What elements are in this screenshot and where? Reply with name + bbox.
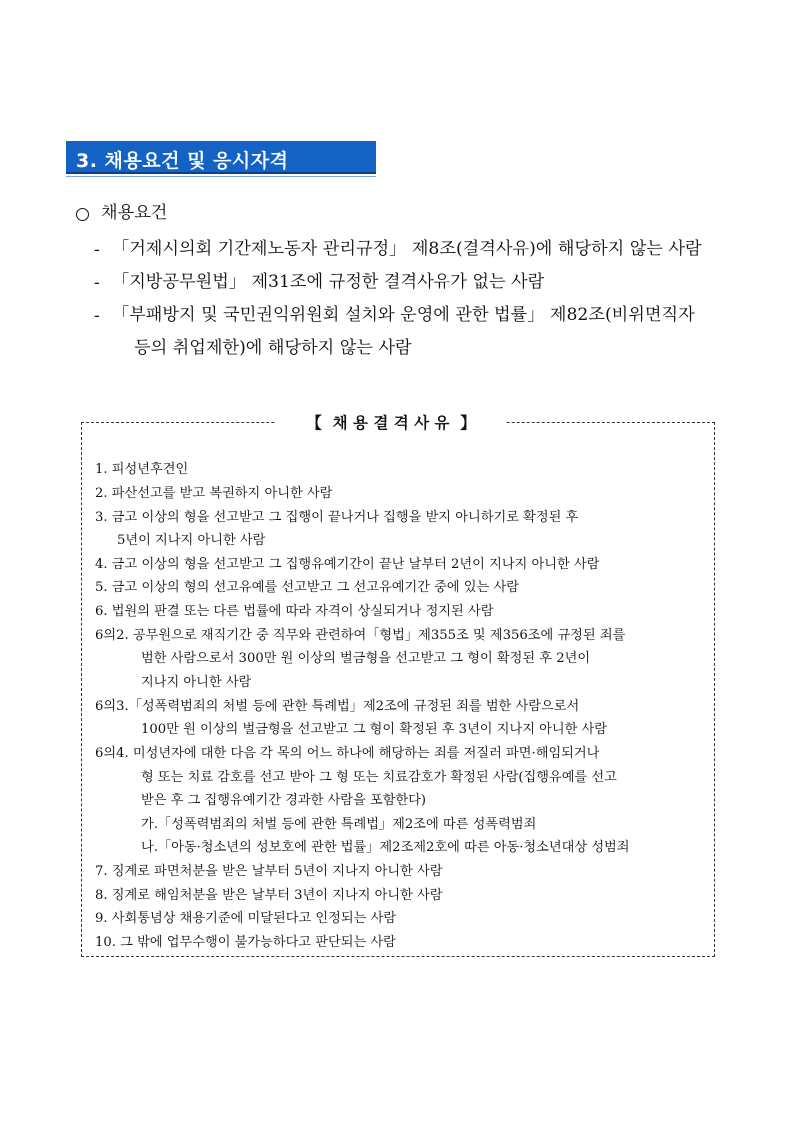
requirement-item: 「지방공무원법」 제31조에 규정한 결격사유가 없는 사람: [112, 272, 545, 292]
disqualification-line: 7. 징계로 파면처분을 받은 날부터 5년이 지나지 아니한 사람: [95, 864, 443, 879]
disqualification-line: 3. 금고 이상의 형을 선고받고 그 집행이 끝나거나 집행을 받지 아니하기로 확정된 후: [95, 510, 579, 525]
disqualification-line: 6의4. 미성년자에 대한 다음 각 목의 어느 하나에 해당하는 죄를 저질러 파면·해임되거나: [95, 746, 600, 761]
disqualification-line: 나.「아동·청소년의 성보호에 관한 법률」제2조제2호에 따른 아동·청소년대상 성범죄: [141, 840, 630, 855]
requirement-item: 「부패방지 및 국민권익위원회 설치와 운영에 관한 법률」 제82조(비위면직자: [112, 305, 695, 325]
disqualification-line: 받은 후 그 집행유예기간 경과한 사람을 포함한다): [141, 793, 427, 808]
section-title: 3. 채용요건 및 응시자격: [76, 150, 289, 172]
disqualification-title: 【 채 용 결 격 사 유 】: [276, 410, 506, 436]
disqualification-line: 1. 피성년후견인: [95, 462, 189, 477]
disqualification-line: 100만 원 이상의 벌금형을 선고받고 그 형이 확정된 후 3년이 지나지 아니한 사람: [141, 722, 608, 737]
disqualification-line: 9. 사회통념상 채용기준에 미달된다고 인정되는 사람: [95, 911, 397, 926]
disqualification-line: 4. 금고 이상의 형을 선고받고 그 집행유예기간이 끝난 날부터 2년이 지나지 아니한 사람: [95, 557, 600, 572]
disqualification-line: 5. 금고 이상의 형의 선고유예를 선고받고 그 선고유예기간 중에 있는 사람: [95, 580, 519, 595]
disqualification-line: 가.「성폭력범죄의 처벌 등에 관한 특례법」제2조에 따른 성폭력범죄: [141, 817, 537, 832]
circle-bullet-icon: [76, 208, 89, 221]
dash-bullet-icon: -: [94, 273, 100, 293]
header-underline: [66, 176, 376, 177]
requirement-item: 「거제시의회 기간제노동자 관리규정」 제8조(결격사유)에 해당하지 않는 사람: [112, 239, 702, 259]
disqualification-line: 2. 파산선고를 받고 복권하지 아니한 사람: [95, 486, 333, 501]
disqualification-line: 지나지 아니한 사람: [141, 675, 252, 690]
disqualification-line: 범한 사람으로서 300만 원 이상의 벌금형을 선고받고 그 형이 확정된 후 2년이: [141, 651, 591, 666]
requirements-heading: 채용요건: [101, 203, 168, 223]
disqualification-line: 형 또는 치료 감호를 선고 받아 그 형 또는 치료감호가 확정된 사람(집행유예를 선고: [141, 770, 617, 785]
disqualification-line: 6. 법원의 판결 또는 다른 법률에 따라 자격이 상실되거나 정지된 사람: [95, 604, 494, 619]
dash-bullet-icon: -: [94, 240, 100, 260]
requirement-item-continued: 등의 취업제한)에 해당하지 않는 사람: [134, 338, 412, 358]
disqualification-line: 8. 징계로 해임처분을 받은 날부터 3년이 지나지 아니한 사람: [95, 888, 443, 903]
disqualification-line: 6의2. 공무원으로 재직기간 중 직무와 관련하여「형법」제355조 및 제356조에 규정된 죄를: [95, 628, 626, 643]
dash-bullet-icon: -: [94, 306, 100, 326]
disqualification-line: 5년이 지나지 아니한 사람: [117, 533, 266, 548]
section-header: [66, 141, 376, 174]
disqualification-line: 10. 그 밖에 업무수행이 불가능하다고 판단되는 사람: [95, 935, 396, 950]
disqualification-line: 6의3.「성폭력범죄의 처벌 등에 관한 특례법」제2조에 규정된 죄를 범한 사람으로서: [95, 699, 580, 714]
